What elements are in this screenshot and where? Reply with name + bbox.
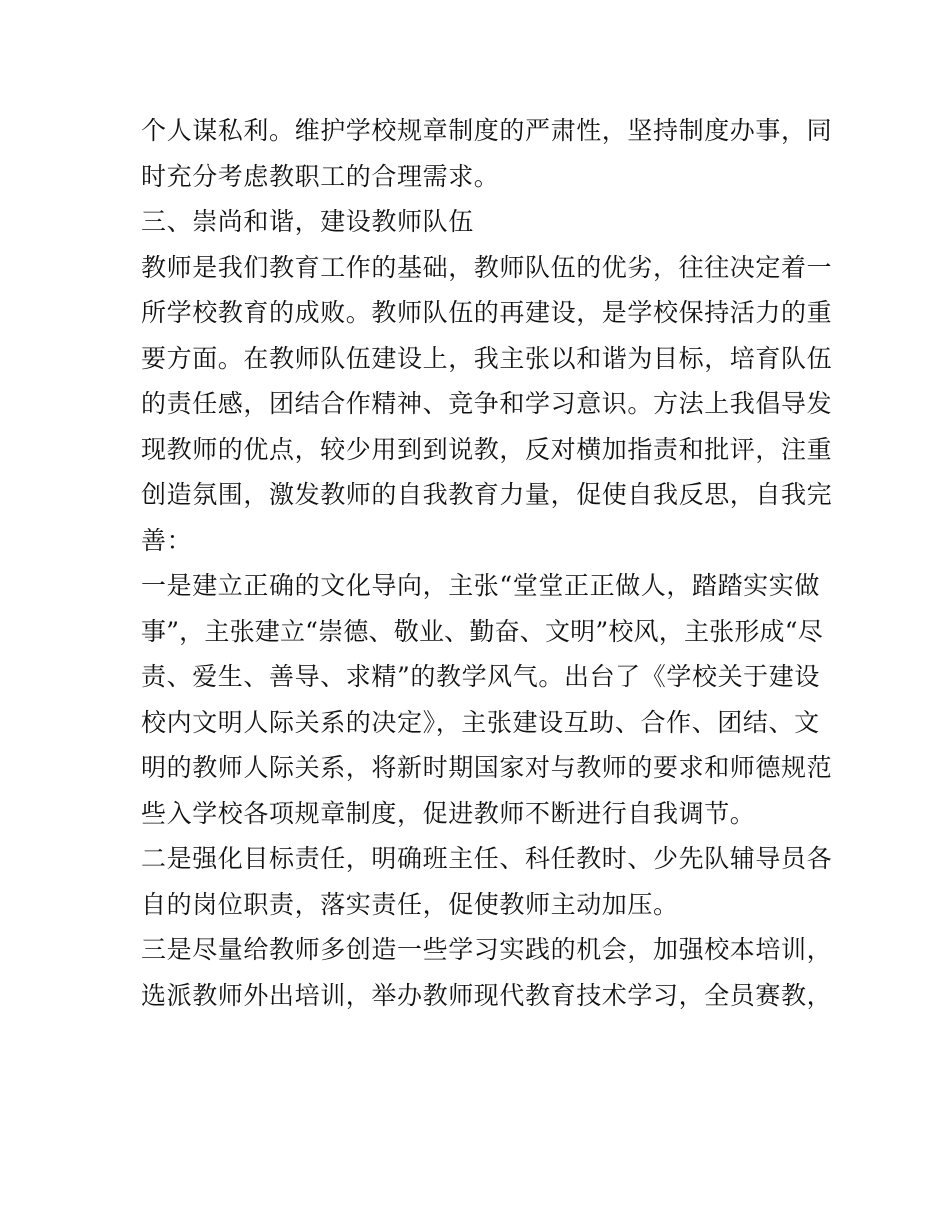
text-line: 所学校教育的成败。教师队伍的再建设，是学校保持活力的重 <box>141 298 833 327</box>
text-line: 一是建立正确的文化导向，主张“堂堂正正做人，踏踏实实做 <box>141 571 820 600</box>
text-line: 教师是我们教育工作的基础，教师队伍的优劣，往往决定着一 <box>141 252 833 282</box>
text-line: 选派教师外出培训，举办教师现代教育技术学习，全员赛教， <box>141 980 833 1010</box>
text-line: 明的教师人际关系，将新时期国家对与教师的要求和师德规范 <box>141 753 833 782</box>
text-line: 些入学校各项规章制度，促进教师不断进行自我调节。 <box>141 798 756 828</box>
text-line: 事”，主张建立“崇德、敬业、勤奋、文明”校风，主张形成“尽 <box>141 616 823 646</box>
text-line: 二是强化目标责任，明确班主任、科任教时、少先队辅导员各 <box>141 844 833 873</box>
section-heading: 三、崇尚和谐，建设教师队伍 <box>141 207 474 236</box>
text-line: 校内文明人际关系的决定》，主张建设互助、合作、团结、文 <box>141 707 820 737</box>
text-line: 三是尽量给教师多创造一些学习实践的机会，加强校本培训， <box>141 935 833 964</box>
text-line: 责、爱生、善导、求精”的教学风气。出台了《学校关于建设 <box>141 662 820 691</box>
text-line: 的责任感，团结合作精神、竞争和学习意识。方法上我倡导发 <box>141 389 833 418</box>
text-line: 现教师的优点，较少用到到说教，反对横加指责和批评，注重 <box>141 434 833 464</box>
text-line: 创造氛围，激发教师的自我教育力量，促使自我反思，自我完 <box>141 480 833 509</box>
text-line: 时充分考虑教职工的合理需求。 <box>141 161 500 191</box>
text-line: 善： <box>141 525 193 555</box>
text-line: 要方面。在教师队伍建设上，我主张以和谐为目标，培育队伍 <box>141 343 833 373</box>
text-line: 自的岗位职责，落实责任，促使教师主动加压。 <box>141 889 679 919</box>
text-line: 个人谋私利。维护学校规章制度的严肃性，坚持制度办事，同 <box>141 116 833 145</box>
document-body <box>141 108 833 1018</box>
